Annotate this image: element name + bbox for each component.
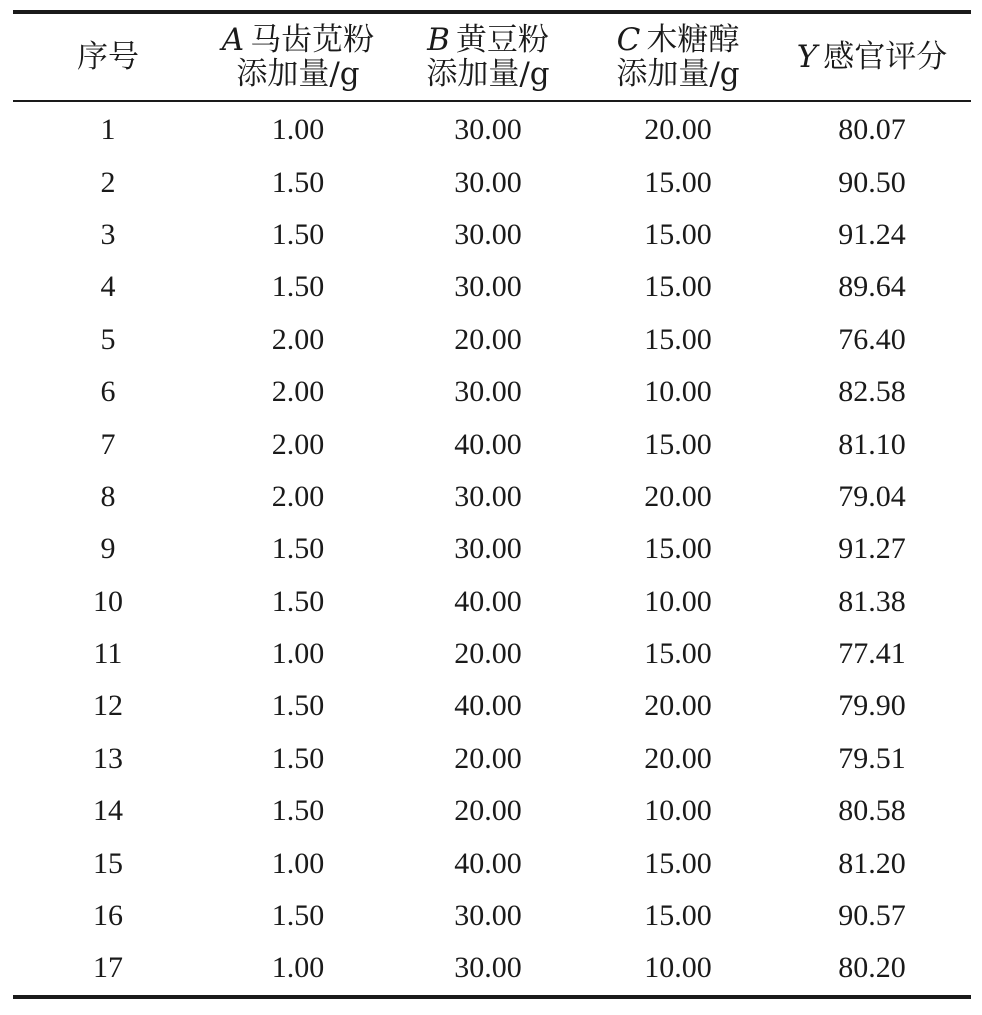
score-cell: 76.40 [838, 322, 906, 356]
factor-a-cell: 1.50 [271, 584, 325, 618]
table-row [13, 785, 971, 837]
index-cell: 11 [93, 637, 123, 671]
factor-c-cell: 20.00 [644, 689, 712, 723]
score-cell: 80.07 [838, 113, 906, 147]
table-row [13, 628, 971, 680]
factor-a-cell: 1.50 [271, 794, 325, 828]
index-cell: 13 [93, 741, 123, 775]
factor-b-cell: 40.00 [454, 427, 522, 461]
index-cell: 7 [100, 427, 116, 461]
table-row [13, 733, 971, 785]
factor-b-cell: 40.00 [454, 846, 522, 880]
score-cell: 81.10 [838, 427, 906, 461]
header-factor-b [393, 12, 583, 101]
table-row [13, 576, 971, 628]
index-cell: 1 [100, 113, 116, 147]
header-row [13, 12, 971, 101]
factor-b-cell: 30.00 [454, 165, 522, 199]
factor-a-cell: 1.00 [271, 637, 325, 671]
factor-b-cell: 20.00 [454, 741, 522, 775]
header-response-y [773, 12, 971, 101]
score-cell: 90.57 [838, 899, 906, 933]
index-cell: 12 [93, 689, 123, 723]
factor-a-cell: 1.50 [271, 270, 325, 304]
header-response-y-name: 感官评分 [823, 39, 948, 75]
factor-a-cell: 2.00 [271, 427, 325, 461]
header-index [13, 12, 203, 101]
factor-a-cell: 2.00 [271, 375, 325, 409]
factor-c-cell: 15.00 [644, 637, 712, 671]
header-factor-c [583, 12, 773, 101]
score-cell: 77.41 [838, 637, 906, 671]
score-cell: 81.20 [838, 846, 906, 880]
index-cell: 16 [93, 899, 123, 933]
score-cell: 79.04 [838, 479, 906, 513]
score-cell: 80.58 [838, 794, 906, 828]
table-row [13, 837, 971, 889]
index-cell: 15 [93, 846, 123, 880]
table-row [13, 890, 971, 942]
index-cell: 6 [100, 375, 116, 409]
factor-a-cell: 1.50 [271, 217, 325, 251]
score-cell: 80.20 [838, 951, 906, 985]
factor-c-cell: 20.00 [644, 113, 712, 147]
table-row [13, 471, 971, 523]
bottom-rule [13, 995, 971, 999]
factor-c-cell: 15.00 [644, 846, 712, 880]
factor-b-cell: 30.00 [454, 899, 522, 933]
score-cell: 89.64 [838, 270, 906, 304]
factor-a-cell: 1.00 [271, 846, 325, 880]
factor-c-cell: 20.00 [644, 741, 712, 775]
table-row [13, 209, 971, 261]
header-factor-a [203, 12, 393, 101]
table-row [13, 523, 971, 575]
header-factor-c-unit: 添加量/g [616, 56, 740, 92]
factor-b-cell: 30.00 [454, 532, 522, 566]
table-row [13, 418, 971, 470]
factor-a-cell: 2.00 [271, 479, 325, 513]
factor-a-cell: 2.00 [271, 322, 325, 356]
factor-c-cell: 10.00 [644, 794, 712, 828]
factor-c-cell: 15.00 [644, 427, 712, 461]
factor-c-cell: 15.00 [644, 270, 712, 304]
factor-c-cell: 15.00 [644, 217, 712, 251]
factor-a-cell: 1.00 [271, 951, 325, 985]
factor-c-cell: 15.00 [644, 165, 712, 199]
factor-a-cell: 1.50 [271, 532, 325, 566]
factor-a-cell: 1.50 [271, 741, 325, 775]
header-factor-c-line1 [583, 23, 773, 57]
index-cell: 9 [100, 532, 116, 566]
results-table-container [13, 10, 971, 999]
index-cell: 14 [93, 794, 123, 828]
factor-c-cell: 10.00 [644, 584, 712, 618]
table-body [13, 101, 971, 995]
index-cell: 4 [100, 270, 116, 304]
table-header [13, 12, 971, 101]
factor-b-cell: 30.00 [454, 951, 522, 985]
factor-c-cell: 15.00 [644, 899, 712, 933]
index-cell: 10 [93, 584, 123, 618]
factor-b-cell: 20.00 [454, 637, 522, 671]
header-factor-a-name: 马齿苋粉 [250, 22, 375, 58]
score-cell: 82.58 [838, 375, 906, 409]
results-table [13, 10, 971, 995]
header-index-label: 序号 [77, 39, 139, 75]
factor-c-cell: 15.00 [644, 532, 712, 566]
factor-b-cell: 40.00 [454, 584, 522, 618]
index-cell: 2 [100, 165, 116, 199]
factor-b-cell: 20.00 [454, 322, 522, 356]
factor-b-cell: 30.00 [454, 217, 522, 251]
factor-a-cell: 1.50 [271, 165, 325, 199]
score-cell: 91.27 [838, 532, 906, 566]
header-factor-b-line1 [393, 23, 583, 57]
table-row [13, 156, 971, 208]
index-cell: 8 [100, 479, 116, 513]
factor-b-cell: 30.00 [454, 270, 522, 304]
index-cell: 3 [100, 217, 116, 251]
factor-b-cell: 20.00 [454, 794, 522, 828]
factor-c-cell: 20.00 [644, 479, 712, 513]
table-row [13, 314, 971, 366]
header-factor-b-unit: 添加量/g [426, 56, 550, 92]
factor-b-cell: 30.00 [454, 479, 522, 513]
factor-a-cell: 1.50 [271, 899, 325, 933]
header-factor-b-var: B [427, 22, 450, 58]
score-cell: 90.50 [838, 165, 906, 199]
factor-a-cell: 1.50 [271, 689, 325, 723]
score-cell: 91.24 [838, 217, 906, 251]
header-factor-a-unit: 添加量/g [236, 56, 360, 92]
header-response-y-var: Y [796, 39, 818, 75]
table-row [13, 366, 971, 418]
factor-b-cell: 30.00 [454, 113, 522, 147]
header-factor-b-name: 黄豆粉 [455, 22, 549, 58]
table-row [13, 942, 971, 994]
header-factor-c-var: C [616, 22, 641, 58]
table-row [13, 680, 971, 732]
factor-c-cell: 10.00 [644, 375, 712, 409]
factor-b-cell: 40.00 [454, 689, 522, 723]
score-cell: 79.90 [838, 689, 906, 723]
score-cell: 79.51 [838, 741, 906, 775]
factor-c-cell: 15.00 [644, 322, 712, 356]
table-row [13, 261, 971, 313]
index-cell: 5 [100, 322, 116, 356]
factor-c-cell: 10.00 [644, 951, 712, 985]
score-cell: 81.38 [838, 584, 906, 618]
factor-a-cell: 1.00 [271, 113, 325, 147]
header-factor-a-var: A [221, 22, 245, 58]
header-factor-a-line1 [203, 23, 393, 57]
index-cell: 17 [93, 951, 123, 985]
factor-b-cell: 30.00 [454, 375, 522, 409]
table-row [13, 101, 971, 156]
header-factor-c-name: 木糖醇 [646, 22, 740, 58]
